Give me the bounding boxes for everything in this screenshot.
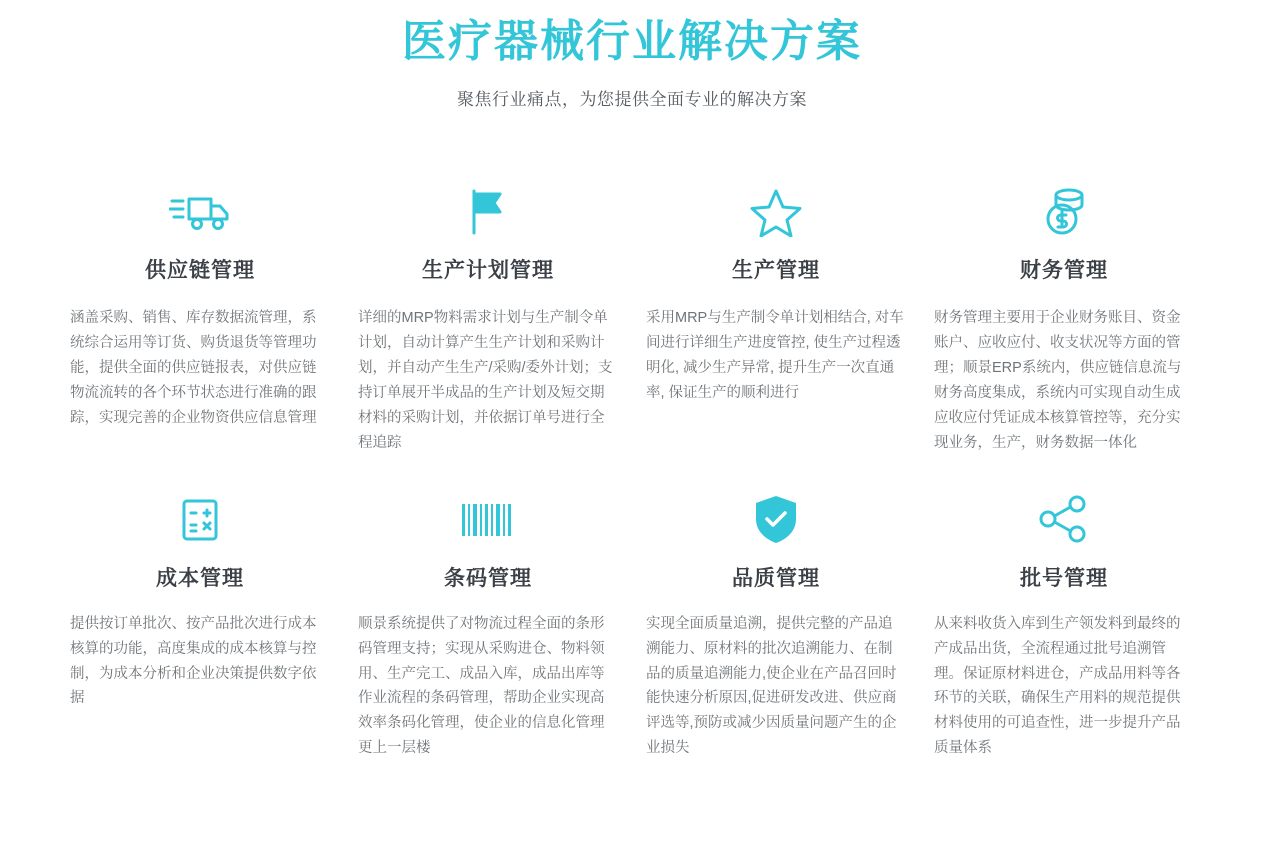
- feature-card-supply-chain: [56, 176, 344, 456]
- feature-description: 财务管理主要用于企业财务账目、资金账户、应收应付、收支状况等方面的管理；顺景ERP系统内，供应链信息流与财务高度集成，系统内可实现自动生成应收应付凭证成本核算管控等，充分实现业务，生产，财务数据一体化: [934, 310, 1182, 451]
- feature-description: 顺景系统提供了对物流过程全面的条形码管理支持；实现从采购进仓、物料领用、生产完工、成品入库，成品出库等作业流程的条码管理，帮助企业实现高效率条码化管理，使企业的信息化管理更上一层楼: [358, 615, 605, 757]
- star-icon: [646, 176, 906, 246]
- feature-description: 采用MRP与生产制令单计划相结合, 对车间进行详细生产进度管控, 使生产过程透明化, 减少生产异常, 提升生产一次直通率, 保证生产的顺利进行: [646, 310, 904, 401]
- shield-icon: [646, 484, 906, 554]
- feature-card-production-plan: [344, 176, 632, 456]
- flag-icon: [358, 176, 618, 246]
- calculator-icon: [70, 484, 330, 554]
- feature-card-production: [632, 176, 920, 456]
- share-nodes-icon: [934, 484, 1194, 554]
- dollar-coins-icon: [934, 176, 1194, 246]
- feature-card-cost: [56, 484, 344, 762]
- feature-card-batch: [920, 484, 1208, 762]
- feature-title: 成本管理: [156, 566, 244, 590]
- feature-card-quality: [632, 484, 920, 762]
- page-title: 医疗器械行业解决方案: [402, 17, 862, 66]
- feature-description: 实现全面质量追溯，提供完整的产品追溯能力、原材料的批次追溯能力、在制品的质量追溯能力,使企业在产品召回时能快速分析原因,促进研发改进、供应商评选等,预防或减少因质量问题产生的企业损失: [646, 615, 897, 757]
- feature-description: 涵盖采购、销售、库存数据流管理，系统综合运用等订货、购货退货等管理功能，提供全面的供应链报表，对供应链物流流转的各个环节状态进行准确的跟踪，实现完善的企业物资供应信息管理: [70, 310, 317, 426]
- feature-card-barcode: [344, 484, 632, 762]
- feature-description: 详细的MRP物料需求计划与生产制令单计划，自动计算产生生产计划和采购计划，并自动产生生产/采购/委外计划；支持订单展开半成品的生产计划及短交期材料的采购计划，并依据订单号进行全程追踪: [358, 310, 613, 451]
- feature-title: 财务管理: [1020, 259, 1108, 282]
- page-header: [0, 0, 1264, 110]
- feature-title: 批号管理: [1020, 566, 1108, 590]
- feature-card-finance: [920, 176, 1208, 456]
- feature-title: 生产计划管理: [422, 259, 554, 282]
- page-subtitle: 聚焦行业痛点，为您提供全面专业的解决方案: [457, 90, 807, 109]
- feature-title: 生产管理: [732, 259, 820, 282]
- truck-icon: [70, 176, 330, 246]
- feature-title: 条码管理: [444, 566, 532, 590]
- feature-title: 品质管理: [732, 566, 820, 590]
- feature-description: 从来料收货入库到生产领发料到最终的产成品出货，全流程通过批号追溯管理。保证原材料进仓，产成品用料等各环节的关联，确保生产用料的规范提供材料使用的可追查性，进一步提升产品质量体系: [934, 615, 1181, 757]
- barcode-icon: [358, 484, 618, 554]
- feature-description: 提供按订单批次、按产品批次进行成本核算的功能，高度集成的成本核算与控制，为成本分析和企业决策提供数字依据: [70, 615, 317, 707]
- feature-grid: [0, 176, 1264, 761]
- feature-title: 供应链管理: [145, 259, 255, 282]
